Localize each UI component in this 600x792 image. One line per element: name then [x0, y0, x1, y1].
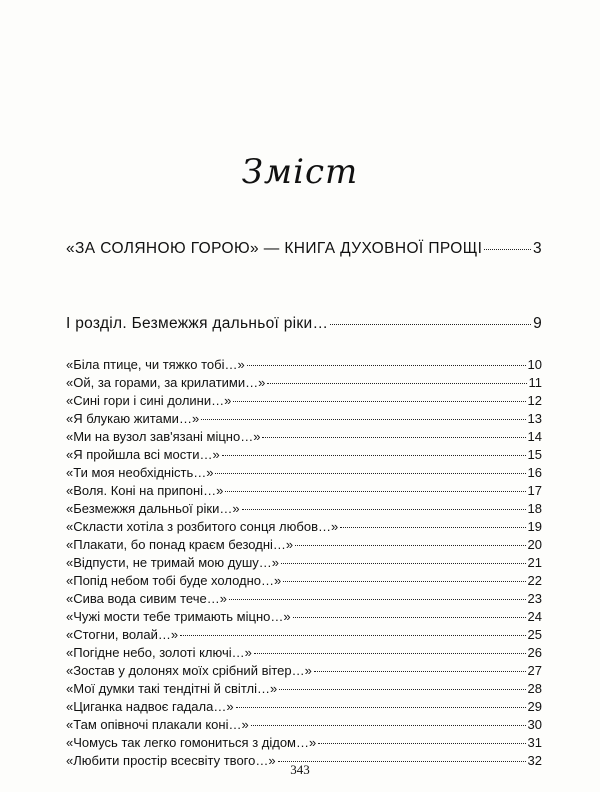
toc-entry-title: «Чужі мости тебе тримають міцно…»: [66, 609, 291, 624]
toc-entry-page: 32: [527, 753, 542, 768]
toc-entry-title: «Безмежжя дальньої ріки…»: [66, 501, 240, 516]
toc-entry-page: 25: [527, 627, 542, 642]
toc-entry: [66, 446, 542, 464]
toc-entry-page: 12: [527, 393, 542, 408]
dot-leader: [318, 742, 525, 744]
toc-entry-page: 17: [527, 483, 542, 498]
toc-entry: [66, 428, 542, 446]
toc-entry-page: 11: [528, 375, 542, 390]
toc-entry-title: «Відпусти, не тримай мою душу…»: [66, 555, 279, 570]
toc-entry-page: 29: [527, 699, 542, 714]
toc-chapter-entry: [66, 315, 542, 333]
toc-entry-page: 27: [527, 663, 542, 678]
dot-leader: [267, 382, 526, 384]
page-number: 343: [290, 762, 310, 777]
toc-entry: [66, 626, 542, 644]
dot-leader: [279, 688, 525, 690]
toc-entry-page: 28: [527, 681, 542, 696]
toc-entry-page: 9: [533, 315, 542, 332]
toc-entry-title: «Мої думки такі тендітні й світлі…»: [66, 681, 278, 696]
toc-entry: [66, 374, 542, 392]
toc-entry: [66, 716, 542, 734]
toc-entry-title: І розділ. Безмежжя дальньої ріки…: [66, 315, 329, 332]
toc-entry: [66, 644, 542, 662]
toc-entry: [66, 680, 542, 698]
dot-leader: [330, 323, 531, 325]
page-title: Зміст: [241, 152, 359, 192]
toc-entry-page: 15: [527, 447, 542, 462]
toc-entry-page: 26: [527, 645, 542, 660]
toc-entry-title: «Любити простір всесвіту твого…»: [66, 753, 276, 768]
toc-entry-page: 24: [527, 609, 542, 624]
toc-entry: [66, 482, 542, 500]
dot-leader: [229, 598, 526, 600]
toc-entry: [66, 500, 542, 518]
toc-entry: [66, 554, 542, 572]
toc-entry-page: 14: [527, 429, 542, 444]
dot-leader: [293, 616, 526, 618]
dot-leader: [262, 436, 525, 438]
toc-entry-page: 22: [527, 573, 542, 588]
toc-entry-page: 16: [527, 465, 542, 480]
toc-entry-page: 3: [532, 240, 542, 257]
toc-entry-page: 10: [527, 357, 542, 372]
toc-entry-title: «Там опівночі плакали коні…»: [66, 717, 249, 732]
toc-entry-title: «Воля. Коні на припоні…»: [66, 483, 224, 498]
dot-leader: [283, 580, 525, 582]
toc-entry-page: 30: [527, 717, 542, 732]
dot-leader: [225, 490, 525, 492]
toc-main-entry: [66, 240, 542, 258]
toc-entry: [66, 698, 542, 716]
toc-entry: [66, 662, 542, 680]
dot-leader: [247, 364, 526, 366]
toc-entry-title: «Ти моя необхідність…»: [66, 465, 214, 480]
toc-entry-title: «Сива вода сивим тече…»: [66, 591, 227, 606]
toc-entry-title: «Плакати, бо понад краєм безодні…»: [66, 537, 294, 552]
toc-entry-page: 21: [527, 555, 542, 570]
toc-entry: [66, 392, 542, 410]
dot-leader: [233, 400, 525, 402]
dot-leader: [484, 248, 531, 250]
toc-entry: [66, 536, 542, 554]
toc-entry: [66, 734, 542, 752]
toc-entry-title: «Попід небом тобі буде холодно…»: [66, 573, 282, 588]
dot-leader: [314, 670, 526, 672]
toc-entry-title: «Чомусь так легко гомониться з дідом…»: [66, 735, 317, 750]
dot-leader: [201, 418, 525, 420]
toc-entry-title: «Циганка надвоє гадала…»: [66, 699, 234, 714]
toc-entry-title: «Я пройшла всі мости…»: [66, 447, 220, 462]
dot-leader: [222, 454, 526, 456]
toc-entry-page: 19: [527, 519, 542, 534]
toc-entry-title: «Скласти хотіла з розбитого сонця любов…»: [66, 519, 339, 534]
toc-entry-title: «Стогни, волай…»: [66, 627, 179, 642]
toc-entry-title: «Сині гори і сині долини…»: [66, 393, 232, 408]
toc-entry-page: 13: [527, 411, 542, 426]
toc-entry-title: «Ми на вузол зав'язані міцно…»: [66, 429, 261, 444]
dot-leader: [281, 562, 526, 564]
toc-entry-title: «Я блукаю житами…»: [66, 411, 200, 426]
toc-entry: [66, 464, 542, 482]
dot-leader: [242, 508, 526, 510]
toc-entry: [66, 518, 542, 536]
toc-entry-title: «Зостав у долонях моїх срібний вітер…»: [66, 663, 312, 678]
dot-leader: [251, 724, 526, 726]
toc-entry-page: 31: [527, 735, 542, 750]
toc-poem-list: [66, 356, 542, 770]
dot-leader: [180, 634, 525, 636]
toc-entry-page: 20: [527, 537, 542, 552]
toc-entry: [66, 356, 542, 374]
dot-leader: [254, 652, 526, 654]
toc-entry: [66, 590, 542, 608]
dot-leader: [215, 472, 525, 474]
toc-entry-page: 23: [527, 591, 542, 606]
dot-leader: [295, 544, 525, 546]
toc-entry: [66, 410, 542, 428]
toc-entry-title: «Погідне небо, золоті ключі…»: [66, 645, 252, 660]
toc-entry-title: «ЗА СОЛЯНОЮ ГОРОЮ» — КНИГА ДУХОВНОЇ ПРОЩІ: [66, 240, 483, 257]
toc-entry: [66, 572, 542, 590]
dot-leader: [340, 526, 525, 528]
toc-entry-title: «Ой, за горами, за крилатими…»: [66, 375, 266, 390]
toc-entry-title: «Біла птице, чи тяжко тобі…»: [66, 357, 245, 372]
dot-leader: [236, 706, 526, 708]
toc-entry-page: 18: [527, 501, 542, 516]
toc-entry: [66, 608, 542, 626]
